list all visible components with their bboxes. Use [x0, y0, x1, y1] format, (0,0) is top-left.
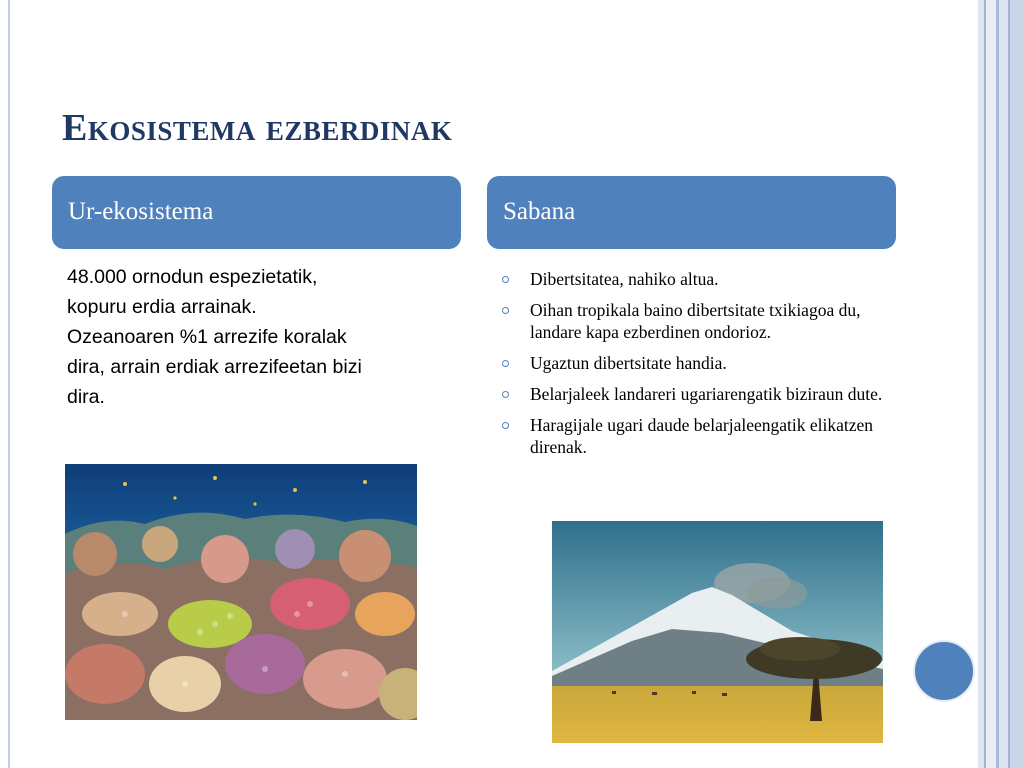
right-frame-border — [978, 0, 1024, 768]
header-ur-ekosistema: Ur-ekosistema — [52, 176, 461, 249]
list-item — [500, 268, 890, 290]
paragraph: 48.000 ornodun espezietatik, kopuru erdia arrainak. — [67, 266, 318, 318]
coral-reef-photo — [65, 464, 417, 720]
hollow-circle-bullet-icon — [502, 307, 509, 314]
hollow-circle-bullet-icon — [502, 276, 509, 283]
slide-title: Ekosistema ezberdinak — [62, 107, 453, 149]
list-item — [500, 352, 890, 374]
sabana-bullet-list — [500, 268, 890, 467]
list-item — [500, 414, 890, 458]
hollow-circle-bullet-icon — [502, 422, 509, 429]
bullet-text: Oihan tropikala baino dibertsitate txikiagoa du, landare kapa ezberdinen ondorioz. — [530, 300, 861, 342]
bullet-text: Belarjaleek landareri ugariarengatik biziraun dute. — [530, 384, 883, 404]
list-item — [500, 299, 890, 343]
bullet-text: Dibertsitatea, nahiko altua. — [530, 269, 719, 289]
bullet-text: Ugaztun dibertsitate handia. — [530, 353, 727, 373]
header-sabana: Sabana — [487, 176, 896, 249]
savanna-photo — [552, 521, 883, 743]
hollow-circle-bullet-icon — [502, 360, 509, 367]
hollow-circle-bullet-icon — [502, 391, 509, 398]
list-item — [500, 383, 890, 405]
bullet-text: Haragijale ugari daude belarjaleengatik elikatzen direnak. — [530, 415, 874, 457]
left-frame-line — [8, 0, 10, 768]
ur-ekosistema-text — [67, 262, 367, 412]
paragraph: Ozeanoaren %1 arrezife koralak dira, arrain erdiak arrezifeetan bizi dira. — [67, 326, 362, 408]
decorative-circle — [913, 640, 975, 702]
